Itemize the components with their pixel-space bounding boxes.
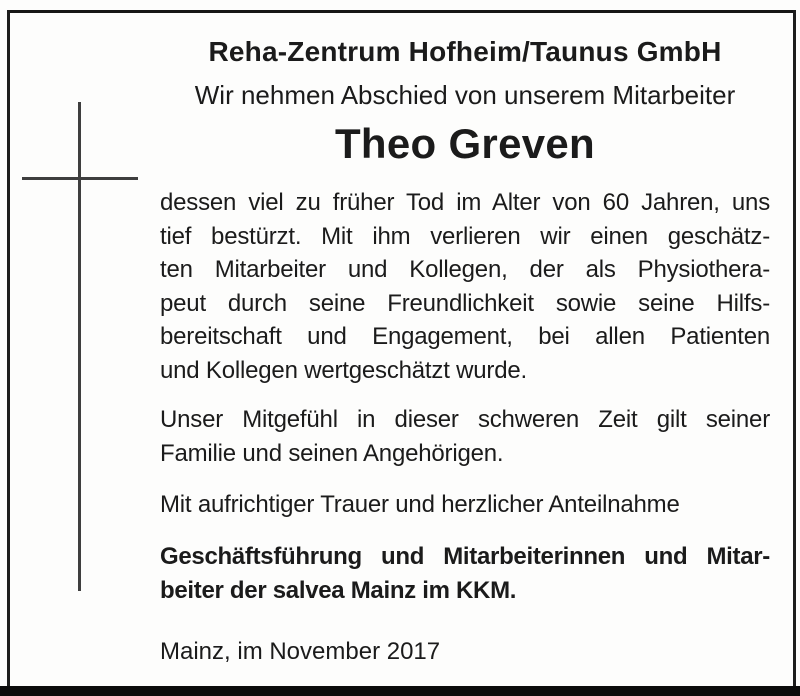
frame-border-bottom [0, 686, 800, 696]
cross-vertical-bar [78, 102, 81, 591]
text-line: beiter der salvea Mainz im KKM. [160, 576, 517, 604]
obituary-paragraph [160, 186, 770, 387]
text-line: Unser Mitgefühl in dieser schweren Zeit gilt seiner [160, 406, 770, 433]
condolence-paragraph [160, 403, 770, 470]
text-line: und Kollegen wertgeschätzt wurde. [160, 356, 527, 384]
text-line: bereitschaft und Engagement, bei allen Patienten [160, 323, 770, 350]
text-line: ten Mitarbeiter und Kollegen, der als Physiothera- [160, 256, 770, 283]
mourning-line: Mit aufrichtiger Trauer und herzlicher Anteilnahme [160, 491, 680, 518]
text-line: Geschäftsführung und Mitarbeiterinnen und Mitar- [160, 543, 770, 570]
text-line: tief bestürzt. Mit ihm verlieren wir einen geschätz- [160, 222, 770, 250]
frame-border-right [793, 10, 796, 687]
signature-paragraph [160, 540, 770, 607]
cross-horizontal-bar [22, 177, 138, 180]
text-line: peut durch seine Freundlichkeit sowie seine Hilfs- [160, 289, 770, 317]
farewell-line: Wir nehmen Abschied von unserem Mitarbeiter [194, 80, 736, 110]
company-name: Reha-Zentrum Hofheim/Taunus GmbH [208, 36, 722, 67]
frame-border-left [7, 10, 10, 687]
place-date-line: Mainz, im November 2017 [160, 638, 441, 665]
text-line: dessen viel zu früher Tod im Alter von 60 Jahren, uns [160, 189, 770, 216]
deceased-name: Theo Greven [334, 120, 596, 167]
text-line: Familie und seinen Angehörigen. [160, 439, 504, 467]
frame-border-top [7, 10, 796, 13]
